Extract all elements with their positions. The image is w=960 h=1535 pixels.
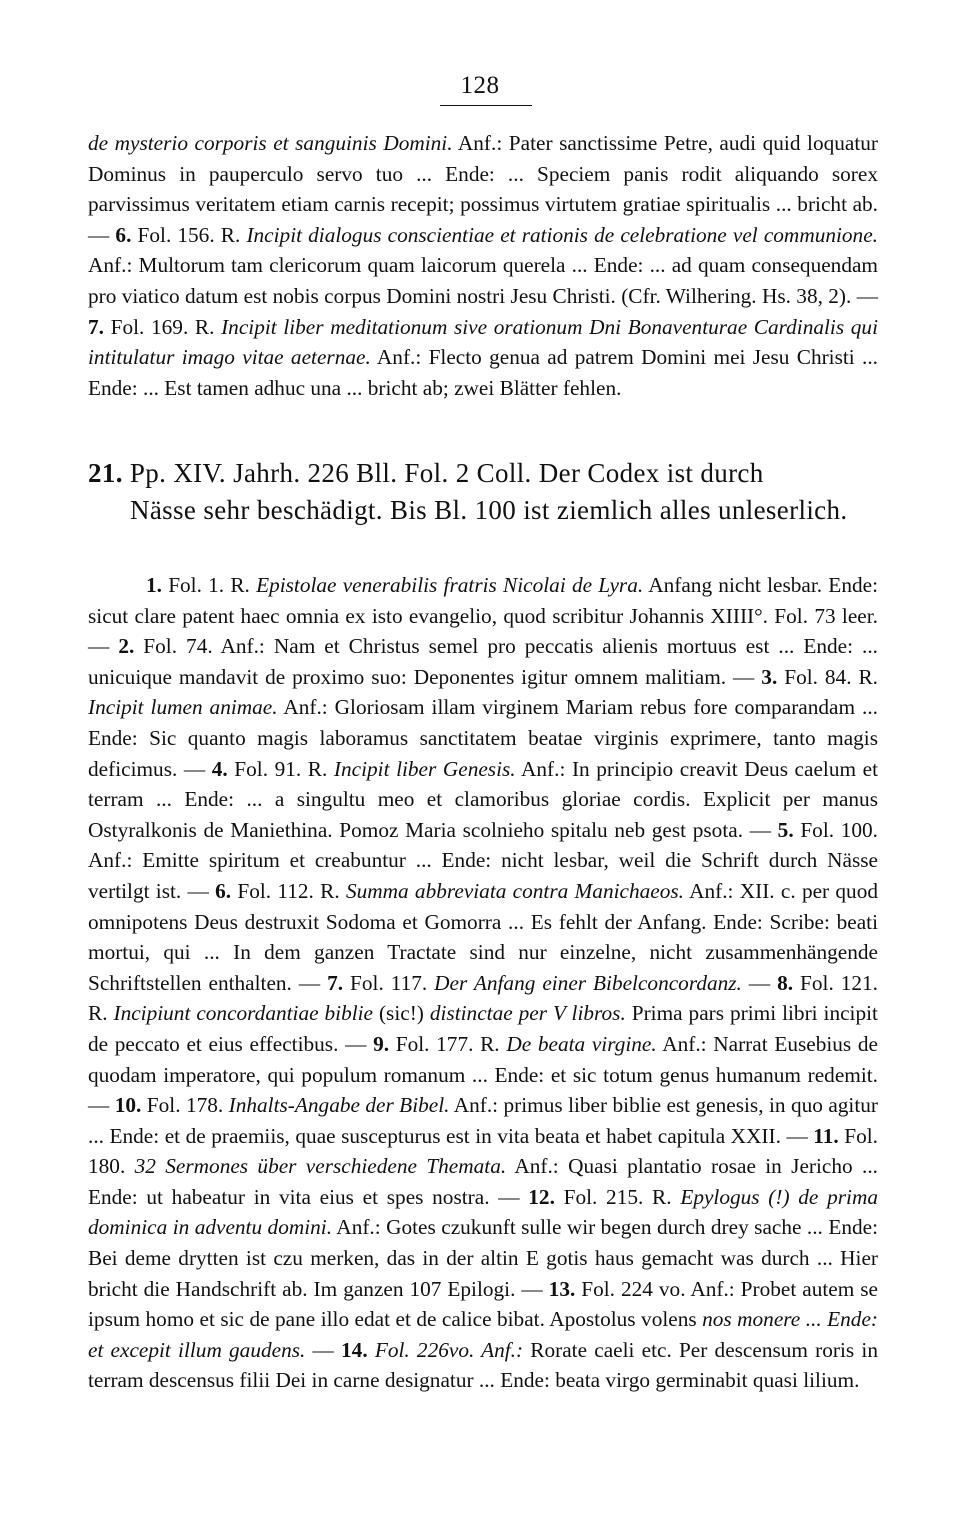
body-text: Fol. 169. R. xyxy=(103,314,222,339)
title-text: Incipit liber meditationum sive orationum Dni Bonaventurae Cardinalis qui intitulatur imago vitae aeternae. xyxy=(88,314,878,370)
body-text: Anf.: Flecto genua ad patrem Domini mei Jesu Christi ... Ende: ... Est tamen adhuc una ... bricht ab; zwei Blätter fehlen. xyxy=(88,345,878,400)
item-number: 13. xyxy=(548,1276,576,1301)
body-text: Fol. 100. Anf.: Emitte spiritum et creabuntur ... Ende: nicht lesbar, weil die Schrift durch Nässe vertilgt ist. — xyxy=(88,817,878,903)
body-text: Fol. 156. R. xyxy=(131,222,247,247)
title-text: Incipit liber Genesis. xyxy=(333,756,516,781)
item-number: 14. xyxy=(341,1337,368,1362)
item-number: 11. xyxy=(813,1123,839,1148)
body-text: Anf.: Gloriosam illam virginem Mariam rebus fore comparandam ... Ende: Sic quanto magis laboramus sanctitatem beatae virginis exprimere, tanto magis deficimus. — xyxy=(88,695,878,781)
body-text: Fol. 215. R. xyxy=(554,1184,681,1209)
page-number-rule xyxy=(440,105,532,106)
item-number: 6. xyxy=(215,878,232,903)
page-number: 128 xyxy=(460,72,500,99)
body-text: (sic!) xyxy=(373,1001,430,1026)
item-number: 7. xyxy=(88,314,104,339)
body-text: — xyxy=(741,970,778,995)
title-text: Epylogus (!) de prima dominica in adventu domini. xyxy=(88,1184,878,1240)
item-number: 9. xyxy=(373,1031,390,1056)
title-text: Der Anfang einer Bibelconcordanz. xyxy=(434,970,742,995)
entry-21-heading-line xyxy=(88,455,878,492)
body-text: Fol. 112. R. xyxy=(231,878,346,903)
title-text: 32 Sermones über verschiedene Themata. xyxy=(134,1154,507,1179)
body-text: Anf.: XII. c. per quod omnipotens Deus destruxit Sodoma et Gomorra ... Es fehlt der Anfang. Ende: Scribe: beati mortui, qui ... In dem ganzen Tractate sind nur einzelne, nicht zusammenhängende Schriftstellen enthalten. — xyxy=(88,878,879,995)
title-text: Summa abbreviata contra Manichaeos. xyxy=(345,878,684,903)
item-number: 7. xyxy=(327,970,344,995)
title-text: Incipiunt concordantiae biblie xyxy=(113,1001,374,1026)
body-text: Anf.: primus liber biblie est genesis, in quo agitur ... Ende: et de praemiis, quae suscepturus est in vita beata et habet capitula XXII. — xyxy=(88,1093,878,1148)
entry-20-paragraph xyxy=(88,128,878,403)
body-text: Fol. 180. xyxy=(88,1123,879,1179)
entry-21-paragraph xyxy=(88,570,878,1396)
title-text: Inhalts-Angabe der Bibel. xyxy=(228,1093,450,1118)
body-text: Fol. 1. R. xyxy=(161,573,257,597)
italic-text: Fol. 226vo. Anf.: xyxy=(367,1337,524,1362)
item-number: 4. xyxy=(211,756,228,781)
item-number: 12. xyxy=(528,1184,555,1209)
title-text: Incipit dialogus conscientiae et rationis de celebratione vel communione. xyxy=(246,222,878,247)
body-text: Fol. 177. R. xyxy=(389,1031,507,1056)
body-text: Anfang nicht lesbar. Ende: sicut clare patent haec omnia ex isto evangelio, quod scribitur Johannis XIIII°. Fol. 73 leer. — xyxy=(88,573,878,659)
entry-20-continuation xyxy=(88,128,878,403)
body-text: Anf.: Multorum tam clericorum quam laicorum querela ... Ende: ... ad quam consequendam pro viatico datum est nobis corpus Domini nostri Jesu Christi. (Cfr. Wilhering. Hs. 38, 2). — xyxy=(88,253,878,308)
item-number: 8. xyxy=(777,970,794,995)
entry-number: 21. xyxy=(88,458,123,488)
item-number: 10. xyxy=(114,1093,142,1118)
body-text: Anf.: Quasi plantatio rosae in Jericho ... Ende: ut habeatur in vita eius et spes nostra. — xyxy=(88,1154,878,1209)
body-text: Fol. 121. R. xyxy=(88,970,878,1026)
item-number: 3. xyxy=(761,664,778,689)
entry-21-heading-continuation: Nässe sehr beschädigt. Bis Bl. 100 ist ziemlich alles unleserlich. xyxy=(130,494,848,525)
title-text: de mysterio corporis et sanguinis Domini. xyxy=(88,131,453,155)
body-text: Fol. 74. Anf.: Nam et Christus semel pro peccatis alienis mortuus est ... Ende: ... unicuique mandavit de proximo suo: Deponentes igitur omnem malitiam. — xyxy=(88,634,879,689)
body-text: Fol. 84. R. xyxy=(777,664,878,689)
title-text: Epistolae venerabilis fratris Nicolai de Lyra. xyxy=(256,573,644,597)
heading-text: Pp. XIV. Jahrh. 226 Bll. Fol. 2 Coll. Der Codex ist durch xyxy=(122,458,764,488)
italic-text: nos monere ... Ende: et excepit illum gaudens. xyxy=(88,1307,878,1362)
title-text: distinctae per V libros. xyxy=(429,1001,626,1026)
body-text: Prima pars primi libri incipit de peccato et eius effectibus. — xyxy=(88,1001,878,1056)
body-text: Anf.: Pater sanctissime Petre, audi quid loquatur Dominus in pauperculo servo tuo ... Ende: ... Speciem panis rodit aliquando sorex parvissimus veritatem etiam carnis recepit; possimus virtutem gratiae spiritualis ... bricht ab. — xyxy=(88,131,879,247)
item-number: 6. xyxy=(115,222,132,247)
body-text: Anf.: Gotes czukunft sulle wir begen durch drey sache ... Ende: Bei deme drytten ist czu merken, das in der altin E gotis haus gemacht was durch ... Hier bricht die Handschrift ab. Im ganzen 107 Epilogi. — xyxy=(88,1215,878,1301)
body-text: Fol. 178. xyxy=(141,1093,229,1118)
body-text: Anf.: Narrat Eusebius de quodam imperatore, qui populum romanum ... Ende: et sic totum genus humanum redemit. — xyxy=(88,1031,878,1118)
title-text: Incipit lumen animae. xyxy=(88,695,278,720)
body-text: Fol. 117. xyxy=(343,970,435,995)
entry-21-heading xyxy=(88,455,878,528)
body-text: Fol. 224 vo. Anf.: Probet autem se ipsum homo et sic de pane illo edat et de calice bibat. Apostolus volens xyxy=(88,1276,878,1332)
item-number: 5. xyxy=(777,817,794,842)
body-text: Anf.: In principio creavit Deus caelum et terram ... Ende: ... a singultu meo et clamoribus gloriae cordis. Explicit per manus Ostyralkonis de Maniethina. Pomoz Maria scolnieho spitalu neb gest psota. — xyxy=(88,756,878,842)
entry-21-contents xyxy=(88,570,878,1396)
body-text: Fol. 91. R. xyxy=(227,756,334,781)
body-text: Rorate caeli etc. Per descensum roris in terram descensus filii Dei in carne designatur ... Ende: beata virgo germinabit quasi lilium. xyxy=(88,1337,878,1393)
item-number: 1. xyxy=(146,573,162,597)
item-number: 2. xyxy=(118,634,135,659)
title-text: De beata virgine. xyxy=(506,1031,657,1056)
body-text: — xyxy=(305,1337,342,1362)
